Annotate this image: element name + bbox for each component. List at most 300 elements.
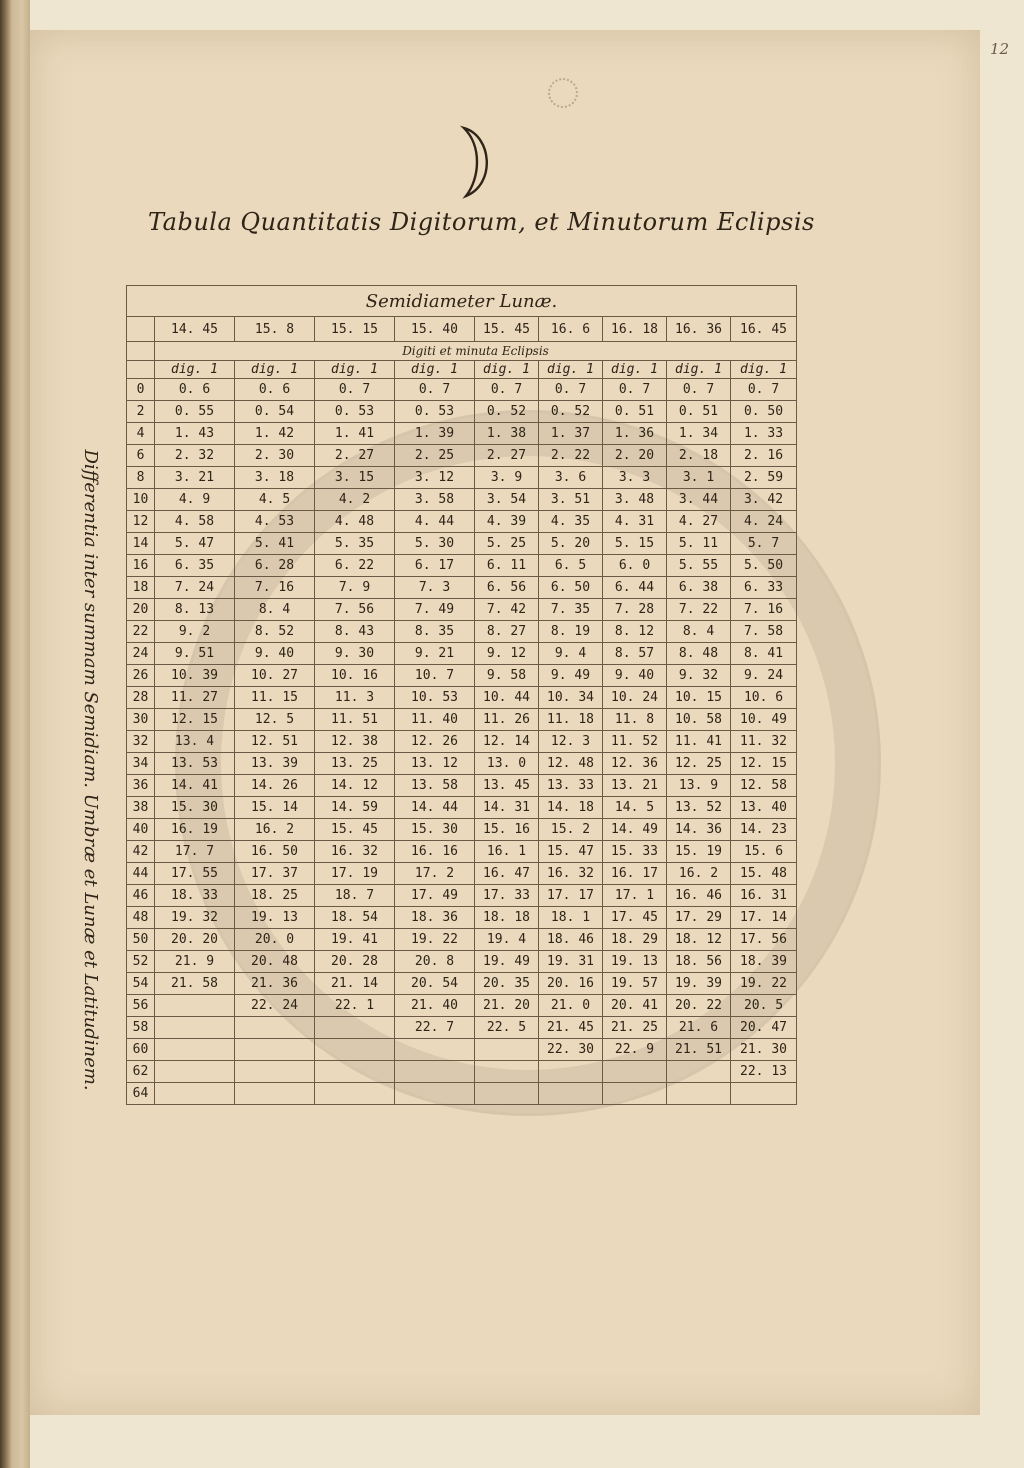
eclipse-value-cell: 11. 32 xyxy=(731,731,797,753)
eclipse-value-cell: 3. 54 xyxy=(475,489,539,511)
eclipse-value-cell: 3. 51 xyxy=(539,489,603,511)
eclipse-value-cell: 5. 55 xyxy=(667,555,731,577)
eclipse-value-cell: 15. 14 xyxy=(235,797,315,819)
eclipse-value-cell: 20. 41 xyxy=(603,995,667,1017)
eclipse-value-cell: 17. 1 xyxy=(603,885,667,907)
semidiameter-value: 16. 45 xyxy=(731,317,797,342)
eclipse-value-cell: 8. 27 xyxy=(475,621,539,643)
table-row xyxy=(127,841,797,863)
table-row xyxy=(127,863,797,885)
semidiameter-value: 14. 45 xyxy=(155,317,235,342)
eclipse-value-cell: 9. 58 xyxy=(475,665,539,687)
eclipse-value-cell: 21. 14 xyxy=(315,973,395,995)
eclipse-value-cell: 18. 18 xyxy=(475,907,539,929)
eclipse-value-cell: 11. 40 xyxy=(395,709,475,731)
table-row xyxy=(127,951,797,973)
eclipse-value-cell: 14. 23 xyxy=(731,819,797,841)
eclipse-value-cell: 7. 3 xyxy=(395,577,475,599)
eclipse-value-cell: 17. 29 xyxy=(667,907,731,929)
difference-value: 56 xyxy=(127,995,155,1017)
eclipse-value-cell: 2. 59 xyxy=(731,467,797,489)
eclipse-value-cell xyxy=(155,1061,235,1083)
eclipse-value-cell: 4. 9 xyxy=(155,489,235,511)
eclipse-value-cell: 19. 31 xyxy=(539,951,603,973)
difference-value: 54 xyxy=(127,973,155,995)
eclipse-value-cell: 8. 48 xyxy=(667,643,731,665)
table-row xyxy=(127,489,797,511)
eclipse-value-cell: 6. 22 xyxy=(315,555,395,577)
eclipse-value-cell: 7. 24 xyxy=(155,577,235,599)
eclipse-value-cell: 16. 2 xyxy=(667,863,731,885)
eclipse-value-cell: 22. 24 xyxy=(235,995,315,1017)
eclipse-value-cell: 13. 33 xyxy=(539,775,603,797)
table-row xyxy=(127,599,797,621)
eclipse-value-cell: 20. 28 xyxy=(315,951,395,973)
table-subheader: Digiti et minuta Eclipsis xyxy=(155,342,797,361)
eclipse-value-cell: 2. 16 xyxy=(731,445,797,467)
difference-value: 24 xyxy=(127,643,155,665)
eclipse-value-cell: 19. 22 xyxy=(731,973,797,995)
eclipse-value-cell: 15. 19 xyxy=(667,841,731,863)
eclipse-value-cell: 15. 2 xyxy=(539,819,603,841)
eclipse-value-cell: 2. 22 xyxy=(539,445,603,467)
eclipse-value-cell: 3. 1 xyxy=(667,467,731,489)
eclipse-value-cell: 1. 43 xyxy=(155,423,235,445)
dig-label: dig. 1 xyxy=(395,361,475,379)
difference-value: 28 xyxy=(127,687,155,709)
eclipse-value-cell: 8. 13 xyxy=(155,599,235,621)
table-row xyxy=(127,511,797,533)
eclipse-value-cell: 21. 30 xyxy=(731,1039,797,1061)
eclipse-value-cell: 2. 30 xyxy=(235,445,315,467)
eclipse-value-cell: 17. 17 xyxy=(539,885,603,907)
eclipse-value-cell: 17. 33 xyxy=(475,885,539,907)
eclipse-value-cell: 4. 2 xyxy=(315,489,395,511)
eclipse-value-cell: 21. 0 xyxy=(539,995,603,1017)
eclipse-value-cell: 10. 16 xyxy=(315,665,395,687)
eclipse-value-cell: 1. 42 xyxy=(235,423,315,445)
eclipse-value-cell: 10. 6 xyxy=(731,687,797,709)
eclipse-value-cell: 5. 47 xyxy=(155,533,235,555)
eclipse-value-cell: 9. 2 xyxy=(155,621,235,643)
eclipse-value-cell: 9. 40 xyxy=(603,665,667,687)
table-row xyxy=(127,1017,797,1039)
eclipse-value-cell: 12. 25 xyxy=(667,753,731,775)
eclipse-value-cell xyxy=(315,1061,395,1083)
corner-cell-2 xyxy=(127,342,155,361)
eclipse-value-cell: 6. 44 xyxy=(603,577,667,599)
eclipse-value-cell: 13. 9 xyxy=(667,775,731,797)
eclipse-value-cell: 3. 42 xyxy=(731,489,797,511)
eclipse-value-cell: 6. 0 xyxy=(603,555,667,577)
eclipse-value-cell xyxy=(315,1017,395,1039)
eclipse-value-cell: 3. 9 xyxy=(475,467,539,489)
eclipse-value-cell: 5. 7 xyxy=(731,533,797,555)
difference-value: 58 xyxy=(127,1017,155,1039)
eclipse-value-cell: 19. 13 xyxy=(235,907,315,929)
eclipse-value-cell: 0. 6 xyxy=(155,379,235,401)
eclipse-value-cell: 9. 4 xyxy=(539,643,603,665)
eclipse-value-cell: 5. 11 xyxy=(667,533,731,555)
eclipse-value-cell: 16. 47 xyxy=(475,863,539,885)
eclipse-value-cell: 13. 25 xyxy=(315,753,395,775)
eclipse-value-cell xyxy=(235,1039,315,1061)
eclipse-value-cell: 1. 34 xyxy=(667,423,731,445)
eclipse-value-cell: 20. 47 xyxy=(731,1017,797,1039)
eclipse-value-cell: 16. 50 xyxy=(235,841,315,863)
eclipse-value-cell: 18. 46 xyxy=(539,929,603,951)
eclipse-value-cell xyxy=(235,1061,315,1083)
eclipse-value-cell: 7. 58 xyxy=(731,621,797,643)
eclipse-value-cell xyxy=(155,1083,235,1105)
eclipse-value-cell: 15. 47 xyxy=(539,841,603,863)
eclipse-value-cell: 5. 50 xyxy=(731,555,797,577)
table-row xyxy=(127,445,797,467)
dig-label: dig. 1 xyxy=(235,361,315,379)
eclipse-value-cell xyxy=(155,1039,235,1061)
eclipse-value-cell: 0. 6 xyxy=(235,379,315,401)
eclipse-value-cell: 9. 32 xyxy=(667,665,731,687)
difference-value: 38 xyxy=(127,797,155,819)
difference-value: 16 xyxy=(127,555,155,577)
eclipse-value-cell xyxy=(395,1083,475,1105)
eclipse-value-cell: 12. 51 xyxy=(235,731,315,753)
dig-label: dig. 1 xyxy=(155,361,235,379)
eclipse-value-cell: 18. 29 xyxy=(603,929,667,951)
eclipse-value-cell: 17. 7 xyxy=(155,841,235,863)
table-row xyxy=(127,709,797,731)
eclipse-value-cell: 0. 55 xyxy=(155,401,235,423)
difference-value: 46 xyxy=(127,885,155,907)
eclipse-value-cell: 10. 44 xyxy=(475,687,539,709)
eclipse-value-cell: 0. 53 xyxy=(315,401,395,423)
eclipse-value-cell xyxy=(395,1039,475,1061)
eclipse-value-cell: 16. 2 xyxy=(235,819,315,841)
semidiameter-value: 15. 45 xyxy=(475,317,539,342)
difference-value: 50 xyxy=(127,929,155,951)
eclipse-value-cell: 0. 50 xyxy=(731,401,797,423)
eclipse-value-cell: 6. 5 xyxy=(539,555,603,577)
eclipse-value-cell: 4. 5 xyxy=(235,489,315,511)
eclipse-value-cell: 11. 15 xyxy=(235,687,315,709)
eclipse-value-cell: 20. 16 xyxy=(539,973,603,995)
difference-value: 2 xyxy=(127,401,155,423)
table-row xyxy=(127,1039,797,1061)
eclipse-value-cell: 18. 39 xyxy=(731,951,797,973)
eclipse-value-cell: 7. 22 xyxy=(667,599,731,621)
eclipse-value-cell: 8. 41 xyxy=(731,643,797,665)
folio-number: 12 xyxy=(990,40,1010,58)
eclipse-value-cell: 11. 52 xyxy=(603,731,667,753)
eclipse-value-cell xyxy=(603,1061,667,1083)
eclipse-value-cell: 11. 8 xyxy=(603,709,667,731)
eclipse-value-cell: 9. 12 xyxy=(475,643,539,665)
difference-value: 36 xyxy=(127,775,155,797)
eclipse-value-cell xyxy=(731,1083,797,1105)
eclipse-value-cell: 16. 1 xyxy=(475,841,539,863)
eclipse-value-cell: 14. 44 xyxy=(395,797,475,819)
table-row xyxy=(127,621,797,643)
eclipse-value-cell: 15. 16 xyxy=(475,819,539,841)
eclipse-value-cell: 16. 19 xyxy=(155,819,235,841)
eclipse-value-cell: 12. 15 xyxy=(155,709,235,731)
eclipse-value-cell: 20. 22 xyxy=(667,995,731,1017)
dig-label: dig. 1 xyxy=(315,361,395,379)
eclipse-value-cell: 0. 7 xyxy=(603,379,667,401)
eclipse-value-cell: 8. 12 xyxy=(603,621,667,643)
eclipse-value-cell: 17. 55 xyxy=(155,863,235,885)
eclipse-value-cell: 22. 13 xyxy=(731,1061,797,1083)
eclipse-value-cell: 7. 16 xyxy=(235,577,315,599)
eclipse-value-cell: 9. 30 xyxy=(315,643,395,665)
difference-value: 62 xyxy=(127,1061,155,1083)
eclipse-value-cell: 13. 58 xyxy=(395,775,475,797)
eclipse-value-cell: 17. 37 xyxy=(235,863,315,885)
eclipse-value-cell: 7. 56 xyxy=(315,599,395,621)
eclipse-value-cell: 10. 15 xyxy=(667,687,731,709)
eclipse-value-cell: 22. 7 xyxy=(395,1017,475,1039)
table-row xyxy=(127,973,797,995)
eclipse-value-cell: 8. 43 xyxy=(315,621,395,643)
table-row xyxy=(127,379,797,401)
eclipse-value-cell: 14. 12 xyxy=(315,775,395,797)
eclipse-value-cell: 1. 37 xyxy=(539,423,603,445)
eclipse-value-cell: 6. 35 xyxy=(155,555,235,577)
table-row xyxy=(127,731,797,753)
eclipse-value-cell: 17. 45 xyxy=(603,907,667,929)
eclipse-table xyxy=(126,285,797,1105)
eclipse-value-cell: 10. 58 xyxy=(667,709,731,731)
difference-value: 52 xyxy=(127,951,155,973)
eclipse-value-cell: 3. 48 xyxy=(603,489,667,511)
table-header: Semidiameter Lunæ. xyxy=(127,286,797,317)
eclipse-value-cell: 3. 44 xyxy=(667,489,731,511)
eclipse-value-cell: 9. 24 xyxy=(731,665,797,687)
table-row xyxy=(127,643,797,665)
eclipse-value-cell: 22. 30 xyxy=(539,1039,603,1061)
eclipse-value-cell: 18. 25 xyxy=(235,885,315,907)
semidiameter-value: 16. 36 xyxy=(667,317,731,342)
eclipse-value-cell: 7. 28 xyxy=(603,599,667,621)
eclipse-value-cell: 9. 49 xyxy=(539,665,603,687)
table-row xyxy=(127,665,797,687)
difference-value: 6 xyxy=(127,445,155,467)
eclipse-value-cell: 7. 9 xyxy=(315,577,395,599)
eclipse-value-cell: 15. 45 xyxy=(315,819,395,841)
eclipse-value-cell: 14. 31 xyxy=(475,797,539,819)
eclipse-value-cell: 19. 49 xyxy=(475,951,539,973)
eclipse-value-cell: 2. 20 xyxy=(603,445,667,467)
table-row xyxy=(127,1061,797,1083)
eclipse-value-cell: 9. 40 xyxy=(235,643,315,665)
eclipse-value-cell: 2. 32 xyxy=(155,445,235,467)
eclipse-value-cell xyxy=(235,1017,315,1039)
eclipse-value-cell: 20. 35 xyxy=(475,973,539,995)
eclipse-value-cell: 12. 5 xyxy=(235,709,315,731)
eclipse-value-cell: 14. 18 xyxy=(539,797,603,819)
eclipse-value-cell: 11. 27 xyxy=(155,687,235,709)
eclipse-value-cell: 0. 53 xyxy=(395,401,475,423)
eclipse-value-cell: 18. 7 xyxy=(315,885,395,907)
eclipse-value-cell: 15. 30 xyxy=(155,797,235,819)
eclipse-value-cell: 4. 27 xyxy=(667,511,731,533)
difference-value: 22 xyxy=(127,621,155,643)
eclipse-value-cell: 13. 39 xyxy=(235,753,315,775)
moon-crescent-icon xyxy=(440,122,510,202)
eclipse-value-cell xyxy=(667,1061,731,1083)
table-row xyxy=(127,907,797,929)
binding-gutter xyxy=(0,0,30,1468)
eclipse-value-cell: 18. 54 xyxy=(315,907,395,929)
eclipse-value-cell: 4. 35 xyxy=(539,511,603,533)
table-row xyxy=(127,753,797,775)
eclipse-value-cell: 21. 51 xyxy=(667,1039,731,1061)
eclipse-value-cell: 14. 41 xyxy=(155,775,235,797)
eclipse-value-cell: 13. 21 xyxy=(603,775,667,797)
eclipse-value-cell: 3. 3 xyxy=(603,467,667,489)
table-row xyxy=(127,775,797,797)
eclipse-value-cell: 0. 52 xyxy=(539,401,603,423)
eclipse-value-cell: 20. 8 xyxy=(395,951,475,973)
table-row xyxy=(127,401,797,423)
dig-label: dig. 1 xyxy=(539,361,603,379)
side-label-vertical: Differentia inter summam Semidiam. Umbræ et Lunæ et Latitudinem. xyxy=(80,449,101,1091)
eclipse-value-cell: 12. 15 xyxy=(731,753,797,775)
eclipse-value-cell: 21. 40 xyxy=(395,995,475,1017)
eclipse-value-cell: 20. 48 xyxy=(235,951,315,973)
eclipse-value-cell: 22. 9 xyxy=(603,1039,667,1061)
dig-label: dig. 1 xyxy=(603,361,667,379)
eclipse-value-cell xyxy=(603,1083,667,1105)
eclipse-value-cell: 8. 19 xyxy=(539,621,603,643)
eclipse-value-cell: 8. 4 xyxy=(667,621,731,643)
eclipse-value-cell: 12. 38 xyxy=(315,731,395,753)
eclipse-value-cell: 19. 13 xyxy=(603,951,667,973)
difference-value: 10 xyxy=(127,489,155,511)
eclipse-value-cell: 20. 5 xyxy=(731,995,797,1017)
eclipse-value-cell: 14. 49 xyxy=(603,819,667,841)
eclipse-value-cell xyxy=(475,1061,539,1083)
eclipse-value-cell: 22. 1 xyxy=(315,995,395,1017)
eclipse-value-cell: 13. 4 xyxy=(155,731,235,753)
difference-value: 12 xyxy=(127,511,155,533)
eclipse-value-cell: 4. 53 xyxy=(235,511,315,533)
table-row xyxy=(127,467,797,489)
eclipse-value-cell: 6. 50 xyxy=(539,577,603,599)
difference-value: 42 xyxy=(127,841,155,863)
eclipse-value-cell: 0. 51 xyxy=(603,401,667,423)
eclipse-value-cell: 10. 7 xyxy=(395,665,475,687)
eclipse-value-cell: 4. 44 xyxy=(395,511,475,533)
eclipse-value-cell: 5. 35 xyxy=(315,533,395,555)
eclipse-value-cell: 16. 46 xyxy=(667,885,731,907)
eclipse-value-cell: 18. 1 xyxy=(539,907,603,929)
eclipse-value-cell: 8. 52 xyxy=(235,621,315,643)
eclipse-value-cell: 6. 11 xyxy=(475,555,539,577)
eclipse-value-cell: 4. 58 xyxy=(155,511,235,533)
eclipse-value-cell: 9. 21 xyxy=(395,643,475,665)
eclipse-value-cell: 0. 7 xyxy=(667,379,731,401)
eclipse-value-cell: 13. 52 xyxy=(667,797,731,819)
eclipse-value-cell xyxy=(235,1083,315,1105)
table-row xyxy=(127,995,797,1017)
dig-label: dig. 1 xyxy=(667,361,731,379)
eclipse-value-cell: 4. 48 xyxy=(315,511,395,533)
difference-value: 64 xyxy=(127,1083,155,1105)
eclipse-value-cell: 18. 56 xyxy=(667,951,731,973)
eclipse-value-cell xyxy=(155,1017,235,1039)
eclipse-value-cell: 19. 57 xyxy=(603,973,667,995)
eclipse-value-cell: 13. 0 xyxy=(475,753,539,775)
eclipse-value-cell: 0. 7 xyxy=(315,379,395,401)
eclipse-value-cell: 7. 49 xyxy=(395,599,475,621)
eclipse-value-cell: 2. 27 xyxy=(315,445,395,467)
semidiameter-value: 15. 40 xyxy=(395,317,475,342)
eclipse-value-cell: 3. 58 xyxy=(395,489,475,511)
eclipse-value-cell: 13. 45 xyxy=(475,775,539,797)
difference-value: 18 xyxy=(127,577,155,599)
difference-value: 60 xyxy=(127,1039,155,1061)
table-row xyxy=(127,819,797,841)
eclipse-value-cell: 0. 54 xyxy=(235,401,315,423)
eclipse-value-cell: 16. 17 xyxy=(603,863,667,885)
eclipse-value-cell: 0. 7 xyxy=(539,379,603,401)
eclipse-value-cell: 1. 36 xyxy=(603,423,667,445)
eclipse-value-cell: 6. 38 xyxy=(667,577,731,599)
eclipse-value-cell: 0. 7 xyxy=(475,379,539,401)
eclipse-value-cell: 2. 25 xyxy=(395,445,475,467)
eclipse-value-cell: 21. 9 xyxy=(155,951,235,973)
difference-value: 34 xyxy=(127,753,155,775)
eclipse-value-cell xyxy=(475,1039,539,1061)
eclipse-value-cell: 5. 20 xyxy=(539,533,603,555)
eclipse-value-cell: 21. 58 xyxy=(155,973,235,995)
eclipse-value-cell: 12. 48 xyxy=(539,753,603,775)
eclipse-value-cell: 1. 39 xyxy=(395,423,475,445)
eclipse-value-cell: 22. 5 xyxy=(475,1017,539,1039)
difference-value: 4 xyxy=(127,423,155,445)
eclipse-value-cell: 6. 28 xyxy=(235,555,315,577)
eclipse-value-cell: 4. 31 xyxy=(603,511,667,533)
table-row xyxy=(127,929,797,951)
eclipse-value-cell: 15. 30 xyxy=(395,819,475,841)
eclipse-value-cell: 19. 39 xyxy=(667,973,731,995)
semidiameter-value: 15. 8 xyxy=(235,317,315,342)
table-row xyxy=(127,687,797,709)
eclipse-value-cell: 7. 35 xyxy=(539,599,603,621)
difference-value: 44 xyxy=(127,863,155,885)
eclipse-value-cell: 3. 6 xyxy=(539,467,603,489)
difference-value: 32 xyxy=(127,731,155,753)
eclipse-value-cell: 14. 5 xyxy=(603,797,667,819)
eclipse-value-cell: 2. 27 xyxy=(475,445,539,467)
eclipse-value-cell: 10. 34 xyxy=(539,687,603,709)
sun-symbol-icon xyxy=(548,78,578,108)
eclipse-value-cell: 12. 14 xyxy=(475,731,539,753)
eclipse-value-cell xyxy=(395,1061,475,1083)
eclipse-value-cell: 21. 20 xyxy=(475,995,539,1017)
eclipse-value-cell: 16. 32 xyxy=(315,841,395,863)
eclipse-value-cell: 4. 24 xyxy=(731,511,797,533)
eclipse-value-cell: 17. 2 xyxy=(395,863,475,885)
eclipse-value-cell: 17. 14 xyxy=(731,907,797,929)
eclipse-value-cell: 19. 22 xyxy=(395,929,475,951)
eclipse-value-cell: 8. 4 xyxy=(235,599,315,621)
table-row xyxy=(127,1083,797,1105)
eclipse-value-cell: 18. 36 xyxy=(395,907,475,929)
eclipse-value-cell: 21. 36 xyxy=(235,973,315,995)
eclipse-value-cell: 10. 24 xyxy=(603,687,667,709)
